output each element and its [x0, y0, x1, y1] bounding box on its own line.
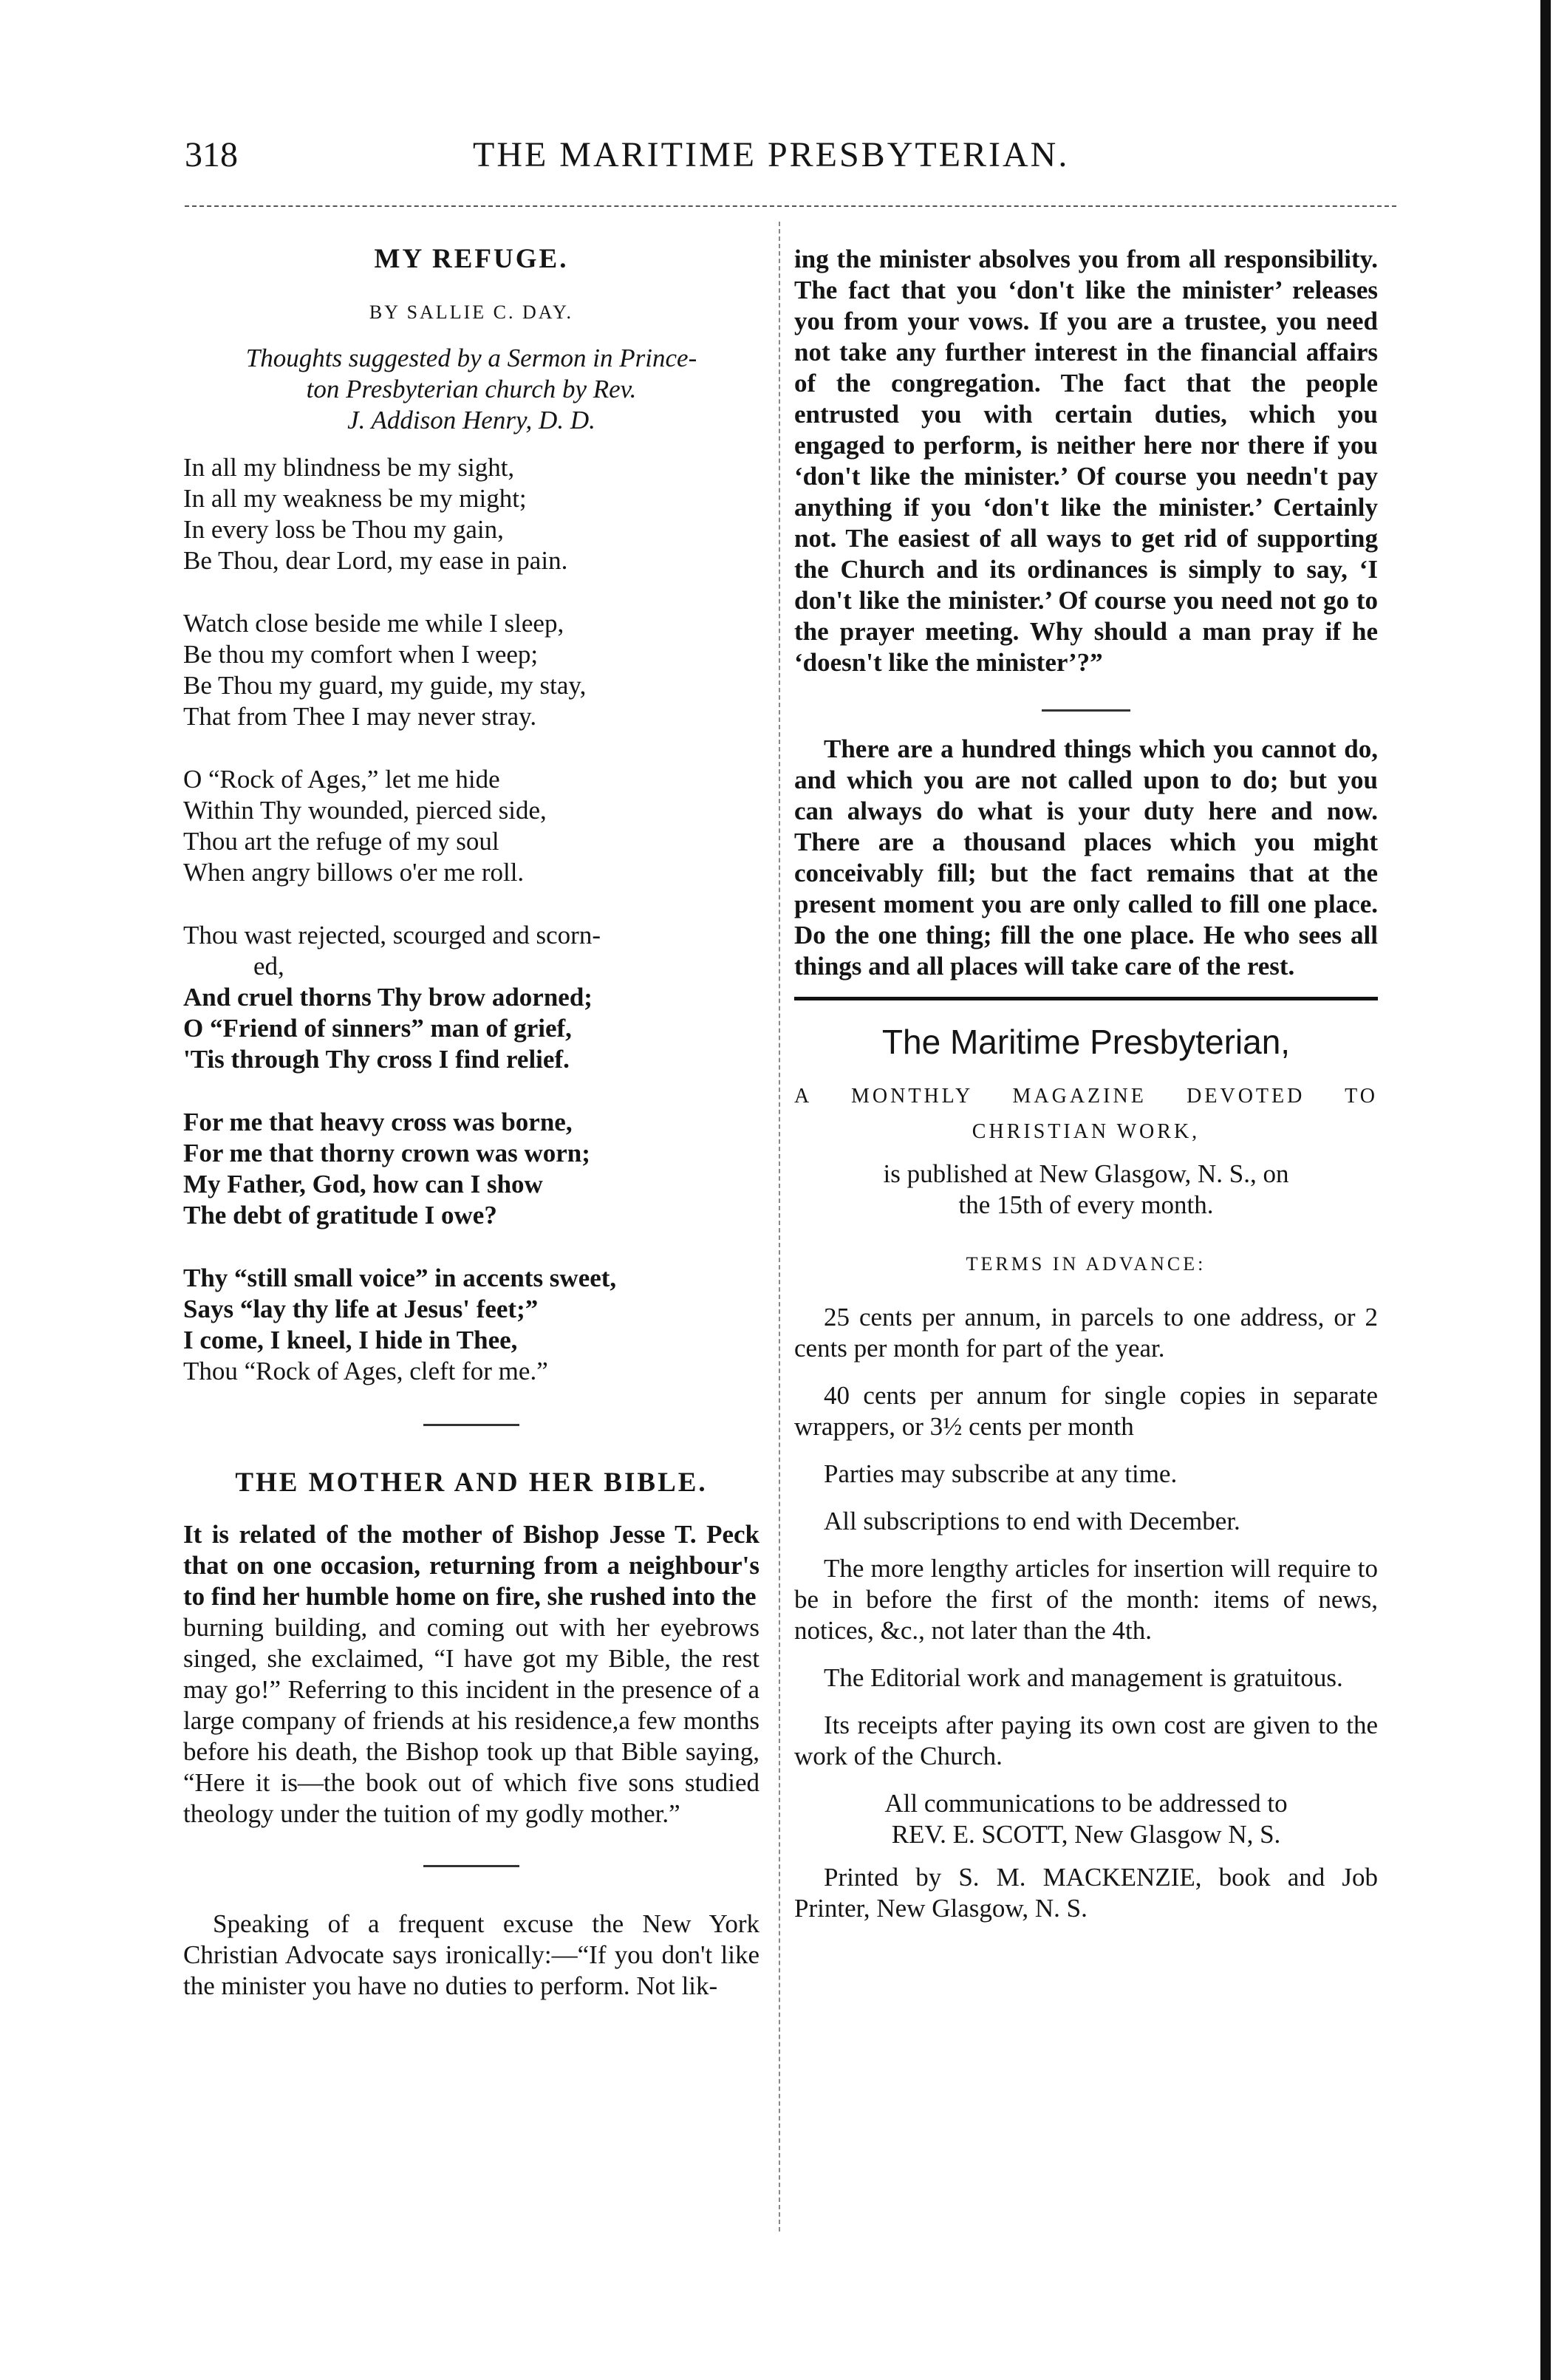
poem-stanza — [183, 920, 759, 1075]
poem-line: Thou wast rejected, scourged and scorn- — [183, 921, 601, 949]
poem-line: Thou art the refuge of my soul — [183, 827, 499, 856]
poem-line: 'Tis through Thy cross I find relief. — [183, 1045, 570, 1074]
poem-line: Within Thy wounded, pierced side, — [183, 796, 547, 825]
poem-line: Watch close beside me while I sleep, — [183, 609, 564, 638]
editor-address: REV. E. SCOTT, New Glasgow N, S. — [891, 1820, 1281, 1849]
term-item: The Editorial work and management is gratuitous. — [824, 1663, 1343, 1692]
excuse-paragraph-start: Speaking of a frequent excuse the New York Christian Advocate says ironically:—“If you don't like the minister you have no duties to perform. Not lik- — [183, 1909, 759, 2000]
term-item: All subscriptions to end with December. — [824, 1507, 1240, 1535]
poem-line: In all my blindness be my sight, — [183, 453, 515, 482]
subtitle-line: J. Addison Henry, D. D. — [347, 406, 595, 434]
poem-line: When angry billows o'er me roll. — [183, 858, 525, 887]
poem-title: MY REFUGE. — [374, 244, 569, 274]
masthead-tagline: CHRISTIAN WORK, — [972, 1120, 1201, 1143]
excuse-paragraph-continued: ing the minister absolves you from all responsibility. The fact that you ‘don't like the minister’ releases you from your vows. If you are a trustee, you need not take any further interest in the financial affairs of the congregation. The fact that the people entrusted you with certain duties, which you engaged to perform, is neither here nor there if you ‘don't like the minister.’ Of course you needn't pay anything if you ‘don't like the minister.’ Certainly not. The easiest of all ways to get rid of supporting the Church and its ordinances is simply to say, ‘I don't like the minister.’ Of course you need not go to the prayer meeting. Why should a man pray if he ‘doesn't like the minister’?” — [794, 245, 1378, 677]
subtitle-line: Thoughts suggested by a Sermon in Prince- — [245, 344, 697, 372]
poem-line: My Father, God, how can I show — [183, 1170, 543, 1198]
terms-heading: TERMS IN ADVANCE: — [966, 1253, 1206, 1275]
poem-line: For me that thorny crown was worn; — [183, 1139, 590, 1167]
term-item: 40 cents per annum for single copies in separate wrappers, or 3½ cents per month — [794, 1381, 1378, 1441]
masthead-title: The Maritime Presbyterian, — [881, 1023, 1291, 1061]
poem-line: Thou “Rock of Ages, cleft for me.” — [183, 1357, 548, 1385]
mother-bible-body: burning building, and coming out with her eyebrows singed, she exclaimed, “I have got my Bible, the rest may go!” Referring to this incident in the presence of a large company of friends at his residence,a few months before his death, the Bishop took up that Bible saying, “Here it is—the book out of which five sons studied theology under the tuition of my godly mother.” — [183, 1613, 759, 1828]
poem-line: For me that heavy cross was borne, — [183, 1108, 573, 1136]
section-divider — [423, 1424, 519, 1426]
running-title: THE MARITIME PRESBYTERIAN. — [473, 135, 1070, 174]
hundred-things-paragraph: There are a hundred things which you cannot do, and which you are not called upon to do; but you can always do what is your duty here and now. There are a thousand places which you might conceivably fill; but the fact remains that at the present moment you are only called to fill one place. Do the one thing; fill the one place. He who sees all things and all places will take care of the rest. — [794, 734, 1378, 981]
poem-line: That from Thee I may never stray. — [183, 702, 537, 731]
poem-line: And cruel thorns Thy brow adorned; — [183, 983, 593, 1012]
mother-bible-title: THE MOTHER AND HER BIBLE. — [235, 1467, 708, 1498]
poem-line: The debt of gratitude I owe? — [183, 1201, 497, 1230]
poem-stanza — [183, 1263, 759, 1387]
published-line: the 15th of every month. — [958, 1190, 1214, 1219]
section-divider — [1042, 709, 1130, 712]
poem-line: Be thou my comfort when I weep; — [183, 640, 539, 669]
communications-line: All communications to be addressed to — [884, 1789, 1288, 1818]
poem-stanza — [183, 608, 759, 732]
poem-line: ed, — [253, 952, 284, 981]
poem-line: O “Friend of sinners” man of grief, — [183, 1014, 572, 1043]
scan-edge-bar — [1540, 0, 1551, 2380]
header-rule — [185, 205, 1396, 207]
poem-line: Be Thou, dear Lord, my ease in pain. — [183, 546, 568, 575]
printer-line: Printed by S. M. MACKENZIE, book and Job Printer, New Glasgow, N. S. — [794, 1863, 1378, 1923]
poem-line: I come, I kneel, I hide in Thee, — [183, 1326, 518, 1354]
poem-subtitle — [183, 343, 759, 436]
poem-stanza — [183, 452, 759, 576]
term-item: Its receipts after paying its own cost are given to the work of the Church. — [794, 1711, 1378, 1770]
poem-stanza — [183, 1107, 759, 1231]
poem-line: Be Thou my guard, my guide, my stay, — [183, 671, 587, 700]
mother-bible-intro: It is related of the mother of Bishop Jesse T. Peck that on one occasion, returning from a neighbour's to find her humble home on fire, she rushed into the — [183, 1520, 759, 1611]
left-column — [183, 244, 759, 2002]
masthead-rule — [794, 997, 1378, 1000]
page-header — [185, 134, 1404, 186]
published-line: is published at New Glasgow, N. S., on — [883, 1159, 1289, 1188]
poem-byline: BY SALLIE C. DAY. — [369, 301, 574, 323]
term-item: 25 cents per annum, in parcels to one address, or 2 cents per month for part of the year. — [794, 1303, 1378, 1363]
right-column — [794, 244, 1378, 1924]
poem-line: In all my weakness be my might; — [183, 484, 527, 513]
poem-line: In every loss be Thou my gain, — [183, 515, 504, 544]
page-number: 318 — [185, 135, 238, 174]
poem-stanza — [183, 764, 759, 888]
masthead-tagline: A MONTHLY MAGAZINE DEVOTED TO — [794, 1085, 1378, 1108]
term-item: Parties may subscribe at any time. — [824, 1459, 1178, 1488]
poem-line: O “Rock of Ages,” let me hide — [183, 765, 500, 794]
section-divider — [423, 1865, 519, 1867]
poem-line: Thy “still small voice” in accents sweet, — [183, 1264, 617, 1292]
poem-line: Says “lay thy life at Jesus' feet;” — [183, 1295, 539, 1323]
column-divider — [779, 222, 780, 2231]
term-item: The more lengthy articles for insertion will require to be in before the first of the month: items of news, notices, &c., not later than the 4th. — [794, 1554, 1378, 1645]
subtitle-line: ton Presbyterian church by Rev. — [306, 375, 637, 403]
